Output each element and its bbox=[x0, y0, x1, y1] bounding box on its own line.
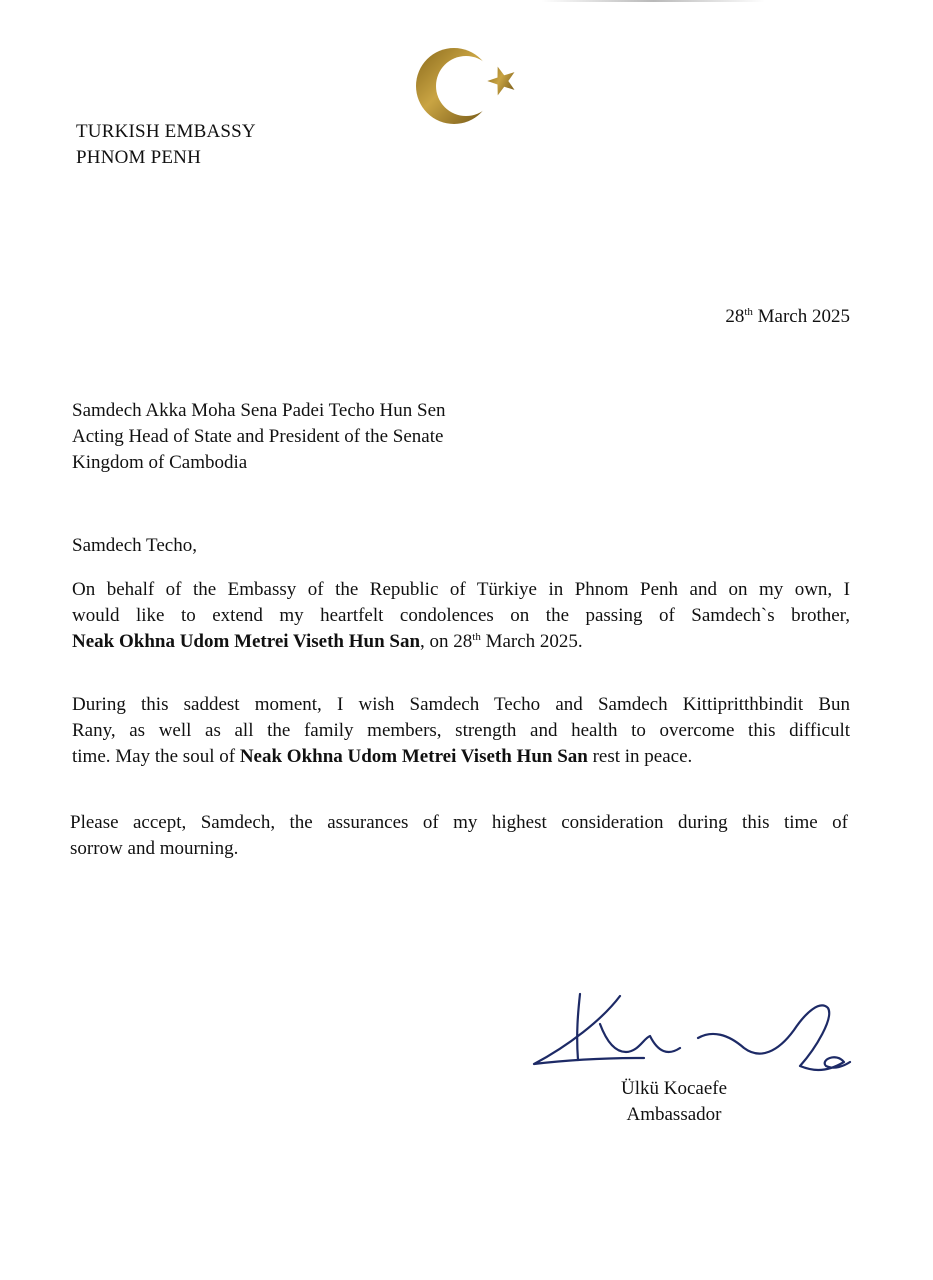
deceased-name: Neak Okhna Udom Metrei Viseth Hun San bbox=[239, 746, 588, 767]
paragraph-closing bbox=[70, 810, 848, 862]
paragraph-condolences bbox=[72, 577, 850, 655]
paragraph-line: Please accept, Samdech, the assurances of my highest consideration during this time of bbox=[70, 812, 848, 833]
recipient-title: Acting Head of State and President of the Senate bbox=[72, 426, 444, 447]
sender-name: TURKISH EMBASSY bbox=[76, 121, 256, 142]
paragraph-line: time. May the soul of Neak Okhna Udom Metrei Viseth Hun San rest in peace. bbox=[72, 746, 693, 767]
recipient-country: Kingdom of Cambodia bbox=[72, 452, 248, 473]
signatory-name: Ülkü Kocaefe bbox=[620, 1078, 728, 1099]
recipient-name: Samdech Akka Moha Sena Padei Techo Hun Sen bbox=[72, 400, 446, 421]
date-day: 28 bbox=[725, 306, 745, 327]
signatory-block bbox=[604, 1076, 744, 1128]
paragraph-line: sorrow and mourning. bbox=[70, 838, 239, 859]
date-suffix: th bbox=[744, 306, 753, 318]
paragraph-line: Neak Okhna Udom Metrei Viseth Hun San, on 28th March 2025. bbox=[72, 631, 583, 652]
salutation: Samdech Techo, bbox=[72, 535, 197, 556]
signatory-title: Ambassador bbox=[626, 1104, 722, 1125]
date-month-year: March 2025 bbox=[757, 306, 850, 327]
deceased-name: Neak Okhna Udom Metrei Viseth Hun San bbox=[72, 631, 421, 652]
paragraph-line: Rany, as well as all the family members, strength and health to overcome this difficult bbox=[72, 720, 850, 741]
crescent-and-star-icon bbox=[414, 44, 522, 128]
paragraph-wishes bbox=[72, 692, 850, 770]
recipient-block bbox=[72, 398, 446, 476]
paragraph-line: would like to extend my heartfelt condolences on the passing of Samdech`s brother, bbox=[72, 605, 850, 626]
page-top-edge bbox=[0, 0, 933, 2]
paragraph-line: On behalf of the Embassy of the Republic of Türkiye in Phnom Penh and on my own, I bbox=[72, 579, 850, 600]
crescent-shape bbox=[416, 48, 492, 124]
sender-block bbox=[76, 119, 256, 171]
sender-city: PHNOM PENH bbox=[76, 147, 201, 168]
handwritten-signature bbox=[528, 990, 858, 1090]
paragraph-line: During this saddest moment, I wish Samdech Techo and Samdech Kittipritthbindit Bun bbox=[72, 694, 850, 715]
letter-date bbox=[725, 304, 850, 330]
